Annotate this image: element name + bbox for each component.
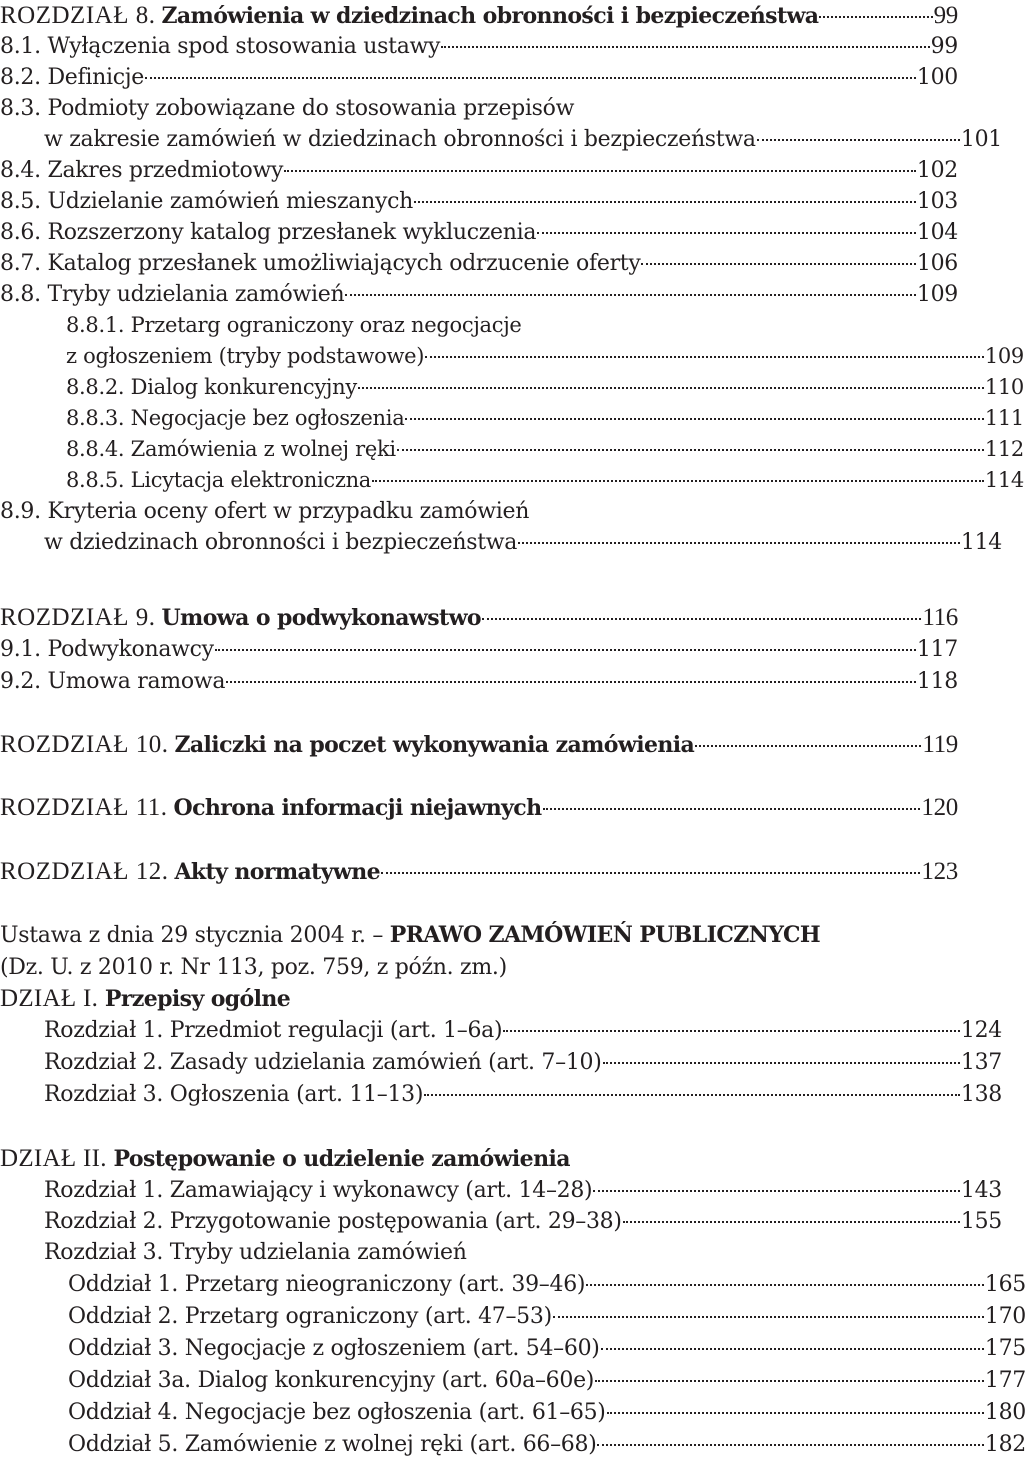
page-number: 165 (984, 1272, 1026, 1297)
chapter-label: ROZDZIAŁ 9. (0, 604, 156, 631)
toc-entry-dz1-r3[interactable] (0, 1079, 1002, 1110)
toc-entry-8-1[interactable] (0, 31, 958, 62)
entry-title: Rozdział 2. Przygotowanie postępowania (art. 29–38) (44, 1209, 622, 1234)
page-number: 101 (960, 127, 1002, 152)
chapter-title: Zamówienia w dziedzinach obronności i bezpieczeństwa (161, 3, 819, 29)
dot-leader (372, 480, 984, 482)
entry-title: 8.8.1. Przetarg ograniczony oraz negocjacje (66, 313, 522, 337)
entry-title: 8.8.3. Negocjacje bez ogłoszenia (66, 406, 405, 430)
toc-entry-8-8-1-line1[interactable] (0, 310, 1002, 341)
toc-entry-8-8-2[interactable] (0, 372, 1024, 403)
dot-leader (503, 1030, 960, 1032)
toc-chapter-9[interactable] (0, 602, 958, 633)
toc-chapter-8[interactable] (0, 0, 958, 31)
dot-leader (414, 201, 916, 203)
entry-title: Rozdział 3. Tryby udzielania zamówień (44, 1240, 467, 1265)
toc-entry-oddzial-1[interactable] (0, 1269, 1026, 1300)
toc-entry-8-4[interactable] (0, 155, 958, 186)
page-number: 118 (916, 669, 958, 694)
page-number: 100 (916, 65, 958, 90)
dot-leader (397, 449, 984, 451)
toc-entry-8-8-4[interactable] (0, 434, 1024, 465)
page-number: 170 (984, 1304, 1026, 1329)
toc-entry-8-3-line1[interactable] (0, 93, 958, 124)
dot-leader (641, 263, 915, 265)
toc-entry-oddzial-5[interactable] (0, 1429, 1026, 1460)
dot-leader (358, 387, 984, 389)
entry-title: Rozdział 2. Zasady udzielania zamówień (art. 7–10) (44, 1050, 602, 1075)
section-title: Przepisy ogólne (104, 986, 291, 1012)
act-title-caps: PRAWO ZAMÓWIEŃ PUBLICZNYCH (389, 922, 821, 948)
entry-title: Rozdział 3. Ogłoszenia (art. 11–13) (44, 1082, 424, 1107)
entry-title: 8.6. Rozszerzony katalog przesłanek wykluczenia (0, 220, 537, 245)
page-number: 182 (984, 1432, 1026, 1457)
toc-entry-oddzial-3a[interactable] (0, 1365, 1026, 1396)
page-number: 143 (960, 1178, 1002, 1203)
page-number: 177 (984, 1368, 1026, 1393)
entry-title: Oddział 4. Negocjacje bez ogłoszenia (art. 61–65) (68, 1400, 606, 1425)
dot-leader (226, 681, 916, 683)
toc-entry-dz2-r2[interactable] (0, 1206, 1002, 1237)
page-number: 111 (984, 406, 1024, 430)
page-number: 180 (984, 1400, 1026, 1425)
chapter-title: Akty normatywne (174, 859, 381, 885)
section-label: DZIAŁ II. (0, 1145, 107, 1172)
entry-title-continued: w zakresie zamówień w dziedzinach obronności i bezpieczeństwa (44, 127, 756, 152)
page-number: 99 (930, 34, 958, 59)
toc-entry-oddzial-2[interactable] (0, 1301, 1026, 1332)
entry-title: Oddział 3a. Dialog konkurencyjny (art. 60a–60e) (68, 1368, 595, 1393)
page-number: 109 (984, 344, 1024, 368)
dot-leader (537, 232, 916, 234)
entry-title: Oddział 5. Zamówienie z wolnej ręki (art. 66–68) (68, 1432, 597, 1457)
toc-entry-8-7[interactable] (0, 248, 958, 279)
page-number: 137 (960, 1050, 1002, 1075)
page-number: 138 (960, 1082, 1002, 1107)
toc-entry-9-2[interactable] (0, 666, 958, 697)
entry-title: Oddział 1. Przetarg nieograniczony (art. 39–46) (68, 1272, 586, 1297)
dot-leader (601, 1348, 984, 1350)
toc-chapter-12[interactable] (0, 856, 958, 887)
dot-leader (819, 16, 932, 18)
entry-title-continued: w dziedzinach obronności i bezpieczeństwa (44, 530, 518, 555)
toc-entry-8-9-line2[interactable] (0, 527, 1002, 558)
entry-title: Oddział 3. Negocjacje z ogłoszeniem (art. 54–60) (68, 1336, 600, 1361)
dot-leader (345, 294, 916, 296)
dot-leader (553, 1316, 984, 1318)
toc-entry-8-2[interactable] (0, 62, 958, 93)
dot-leader (757, 139, 960, 141)
toc-entry-8-8[interactable] (0, 279, 958, 310)
dot-leader (424, 1094, 960, 1096)
toc-entry-8-6[interactable] (0, 217, 958, 248)
chapter-label: ROZDZIAŁ 12. (0, 858, 169, 885)
page-number: 114 (960, 530, 1002, 555)
page-number: 99 (933, 2, 958, 29)
toc-entry-8-8-3[interactable] (0, 403, 1024, 434)
page-number: 104 (916, 220, 958, 245)
entry-title: Oddział 2. Przetarg ograniczony (art. 47–53) (68, 1304, 552, 1329)
entry-title: 8.8. Tryby udzielania zamówień (0, 282, 345, 307)
entry-title: 8.2. Definicje (0, 65, 144, 90)
page-number: 123 (921, 858, 958, 885)
entry-title: 8.4. Zakres przedmiotowy (0, 158, 284, 183)
toc-entry-oddzial-4[interactable] (0, 1397, 1026, 1428)
page-number: 106 (916, 251, 958, 276)
entry-title: Rozdział 1. Zamawiający i wykonawcy (art. 14–28) (44, 1178, 593, 1203)
dot-leader (425, 356, 984, 358)
page-number: 155 (960, 1209, 1002, 1234)
toc-entry-8-5[interactable] (0, 186, 958, 217)
toc-entry-8-8-1-line2[interactable] (0, 341, 1024, 372)
entry-title: Rozdział 1. Przedmiot regulacji (art. 1–6a) (44, 1018, 503, 1043)
chapter-title: Umowa o podwykonawstwo (161, 605, 481, 631)
dot-leader (586, 1284, 984, 1286)
dot-leader (518, 542, 960, 544)
dot-leader (145, 77, 916, 79)
entry-title: 8.1. Wyłączenia spod stosowania ustawy (0, 34, 441, 59)
toc-entry-9-1[interactable] (0, 634, 958, 665)
entry-title: 9.1. Podwykonawcy (0, 637, 214, 662)
section-label: DZIAŁ I. (0, 985, 99, 1012)
entry-title: 8.8.4. Zamówienia z wolnej ręki (66, 437, 396, 461)
chapter-label: ROZDZIAŁ 11. (0, 794, 168, 821)
entry-title: 8.7. Katalog przesłanek umożliwiających odrzucenie oferty (0, 251, 641, 276)
entry-title: 9.2. Umowa ramowa (0, 669, 226, 694)
dot-leader (607, 1412, 984, 1414)
chapter-title: Zaliczki na poczet wykonywania zamówienia (174, 732, 695, 758)
toc-entry-8-8-5[interactable] (0, 465, 1024, 496)
entry-title: 8.5. Udzielanie zamówień mieszanych (0, 189, 413, 214)
dot-leader (595, 1380, 984, 1382)
toc-entry-dz2-r1[interactable] (0, 1175, 1002, 1206)
dot-leader (593, 1190, 960, 1192)
entry-title: 8.3. Podmioty zobowiązane do stosowania przepisów (0, 96, 575, 121)
page-number: 102 (916, 158, 958, 183)
toc-section-dzial-1[interactable] (0, 983, 958, 1014)
toc-entry-dz2-r3[interactable] (0, 1237, 1002, 1268)
page-number: 103 (916, 189, 958, 214)
page-number: 124 (960, 1018, 1002, 1043)
dot-leader (543, 808, 921, 810)
chapter-title: Ochrona informacji niejawnych (173, 795, 542, 821)
dot-leader (215, 649, 916, 651)
entry-title: 8.8.5. Licytacja elektroniczna (66, 468, 372, 492)
entry-title: 8.9. Kryteria oceny ofert w przypadku zamówień (0, 499, 530, 524)
page-number: 114 (984, 468, 1024, 492)
act-title (0, 920, 958, 951)
page-number: 109 (916, 282, 958, 307)
toc-chapter-10[interactable] (0, 729, 958, 760)
page-number: 119 (922, 731, 958, 758)
act-source (0, 952, 958, 983)
dot-leader (603, 1062, 960, 1064)
toc-entry-dz1-r2[interactable] (0, 1047, 1002, 1078)
dot-leader (381, 872, 920, 874)
dot-leader (695, 745, 921, 747)
toc-entry-8-3-line2[interactable] (0, 124, 1002, 155)
page-number: 112 (984, 437, 1024, 461)
section-title: Postępowanie o udzielenie zamówienia (113, 1146, 570, 1172)
entry-title-continued: z ogłoszeniem (tryby podstawowe) (66, 344, 425, 368)
page-number: 110 (984, 375, 1024, 399)
entry-title: 8.8.2. Dialog konkurencyjny (66, 375, 357, 399)
act-title-text: Ustawa z dnia 29 stycznia 2004 r. – (0, 923, 390, 948)
toc-chapter-11[interactable] (0, 792, 958, 823)
chapter-label: ROZDZIAŁ 10. (0, 731, 169, 758)
dot-leader (284, 170, 916, 172)
page-number: 175 (984, 1336, 1026, 1361)
toc-entry-8-9-line1[interactable] (0, 496, 958, 527)
page-number: 120 (921, 794, 958, 821)
toc-section-dzial-2[interactable] (0, 1143, 958, 1174)
toc-entry-dz1-r1[interactable] (0, 1015, 1002, 1046)
chapter-label: ROZDZIAŁ 8. (0, 2, 156, 29)
dot-leader (405, 418, 983, 420)
page-number: 116 (922, 604, 958, 631)
dot-leader (482, 618, 921, 620)
act-source-text: (Dz. U. z 2010 r. Nr 113, poz. 759, z późn. zm.) (0, 955, 507, 980)
dot-leader (597, 1444, 983, 1446)
page-number: 117 (916, 637, 958, 662)
dot-leader (623, 1221, 960, 1223)
toc-entry-oddzial-3[interactable] (0, 1333, 1026, 1364)
dot-leader (441, 46, 929, 48)
